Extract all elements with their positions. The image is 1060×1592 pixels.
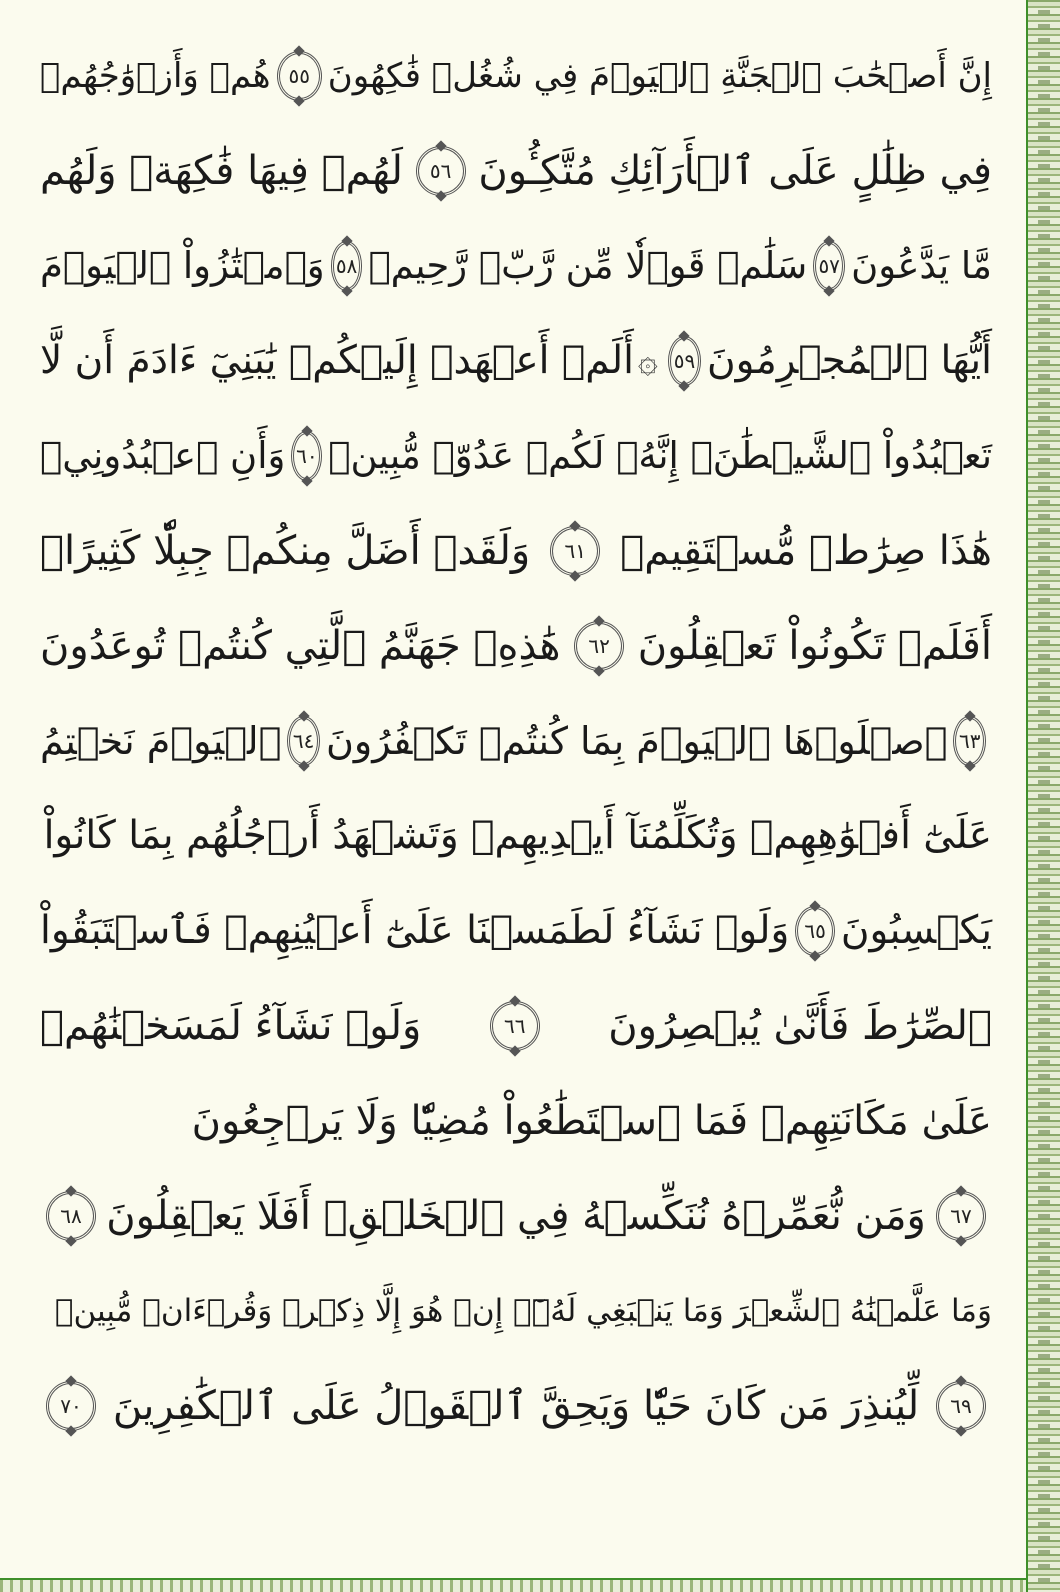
- verse-text: تَعۡبُدُواْ ٱلشَّيۡطَٰنَۖ إِنَّهُۥ لَكُمۡ عَدُوّٞ مُّبِينٞ: [328, 434, 992, 477]
- verse-text: وَلَوۡ نَشَآءُ لَطَمَسۡنَا عَلَىٰٓ أَعۡيُنِهِمۡ فَٱسۡتَبَقُواْ: [40, 908, 790, 953]
- verse-text: وَمَن نُّعَمِّرۡهُ نُنَكِّسۡهُ فِي ٱلۡخَلۡقِۖ أَفَلَا يَعۡقِلُونَ: [106, 1192, 926, 1239]
- ayah-number-marker: ٦٠: [291, 431, 322, 481]
- text-line: [40, 218, 992, 313]
- text-line: [40, 28, 992, 123]
- verse-text: عَلَىٰٓ أَفۡوَٰهِهِمۡ وَتُكَلِّمُنَآ أَيۡدِيهِمۡ وَتَشۡهَدُ أَرۡجُلُهُم بِمَا كَانُواْ: [43, 813, 992, 858]
- verse-text: يَكۡسِبُونَ: [840, 908, 992, 953]
- ayah-number-marker: ٥٧: [813, 241, 845, 291]
- verse-text: وَمَا عَلَّمۡنَٰهُ ٱلشِّعۡرَ وَمَا يَنۢبَغِي لَهُۥٓۚ إِنۡ هُوَ إِلَّا ذِكۡرٞ وَقُرۡءَانٞ مُّبِينٞ: [54, 1292, 992, 1329]
- verse-text: لِّيُنذِرَ مَن كَانَ حَيّٗا وَيَحِقَّ ٱلۡقَوۡلُ عَلَى ٱلۡكَٰفِرِينَ: [112, 1382, 920, 1429]
- verse-text: هَٰذَا صِرَٰطٞ مُّسۡتَقِيمٞ: [620, 527, 992, 574]
- verse-text: ٱصۡلَوۡهَا ٱلۡيَوۡمَ بِمَا كُنتُمۡ تَكۡفُرُونَ: [325, 718, 948, 763]
- ayah-number-marker: ٧٠: [46, 1381, 96, 1431]
- text-line: [40, 1358, 992, 1453]
- ayah-number-marker: ٦٩: [936, 1381, 986, 1431]
- text-line: [40, 883, 992, 978]
- text-line: [40, 788, 992, 883]
- ayah-number-marker: ٦١: [550, 526, 600, 576]
- quran-text-area: [40, 28, 992, 1453]
- ayah-number-marker: ٦٤: [287, 716, 320, 766]
- text-line: [40, 123, 992, 218]
- text-line: [40, 408, 992, 503]
- ayah-number-marker: ٦٥: [795, 906, 835, 956]
- verse-text: سَلَٰمٞ قَوۡلٗا مِّن رَّبّٖ رَّحِيمٖ: [368, 244, 808, 287]
- verse-text: فِي ظِلَٰلٍ عَلَى ٱلۡأَرَآئِكِ مُتَّكِـُٔونَ: [478, 147, 992, 194]
- verse-text: إِنَّ أَصۡحَٰبَ ٱلۡجَنَّةِ ٱلۡيَوۡمَ فِي شُغُلٖ فَٰكِهُونَ: [327, 55, 992, 96]
- verse-text: أَيُّهَا ٱلۡمُجۡرِمُونَ: [707, 338, 992, 383]
- bottom-ornamental-border: [0, 1578, 1026, 1592]
- text-line: [40, 1168, 992, 1263]
- verse-text: وَلَقَدۡ أَضَلَّ مِنكُمۡ جِبِلّٗا كَثِيرًاۖ: [40, 527, 531, 574]
- ayah-number-marker: ٥٨: [331, 241, 363, 291]
- hizb-star-icon: ۞: [637, 341, 658, 381]
- ayah-number-marker: ٥٩: [668, 336, 701, 386]
- text-line: [40, 503, 992, 598]
- ayah-number-marker: ٦٨: [46, 1191, 96, 1241]
- text-line: [40, 978, 992, 1073]
- text-line: [40, 1073, 992, 1168]
- verse-text: وَأَنِ ٱعۡبُدُونِيۚ: [40, 434, 286, 477]
- text-line: [40, 313, 992, 408]
- verse-text: وَلَوۡ نَشَآءُ لَمَسَخۡنَٰهُمۡ: [40, 1002, 422, 1049]
- text-line: [40, 1263, 992, 1358]
- ayah-number-marker: ٦٢: [574, 621, 624, 671]
- right-ornamental-border: [1026, 0, 1060, 1592]
- verse-text: ٱلۡيَوۡمَ نَخۡتِمُ: [40, 718, 282, 763]
- ayah-number-marker: ٦٣: [953, 716, 986, 766]
- ayah-number-marker: ٦٦: [490, 1001, 540, 1051]
- verse-text: هُمۡ وَأَزۡوَٰجُهُمۡ: [40, 55, 271, 96]
- verse-text: مَّا يَدَّعُونَ: [851, 244, 992, 287]
- text-line: [40, 598, 992, 693]
- verse-text: هَٰذِهِۦ جَهَنَّمُ ٱلَّتِي كُنتُمۡ تُوعَدُونَ: [40, 622, 561, 669]
- verse-text: لَهُمۡ فِيهَا فَٰكِهَةٞ وَلَهُم: [40, 147, 403, 194]
- verse-text: أَفَلَمۡ تَكُونُواْ تَعۡقِلُونَ: [637, 622, 992, 669]
- ayah-number-marker: ٦٧: [936, 1191, 986, 1241]
- verse-text: ٱلصِّرَٰطَ فَأَنَّىٰ يُبۡصِرُونَ: [608, 1002, 992, 1049]
- verse-text: وَٱمۡتَٰزُواْ ٱلۡيَوۡمَ: [40, 244, 325, 287]
- text-line: [40, 693, 992, 788]
- verse-text: أَلَمۡ أَعۡهَدۡ إِلَيۡكُمۡ يَٰبَنِيٓ ءَادَمَ أَن لَّا: [40, 338, 634, 383]
- ayah-number-marker: ٥٦: [416, 146, 466, 196]
- ayah-number-marker: ٥٥: [277, 51, 322, 101]
- verse-text: عَلَىٰ مَكَانَتِهِمۡ فَمَا ٱسۡتَطَٰعُواْ مُضِيّٗا وَلَا يَرۡجِعُونَ: [191, 1097, 992, 1144]
